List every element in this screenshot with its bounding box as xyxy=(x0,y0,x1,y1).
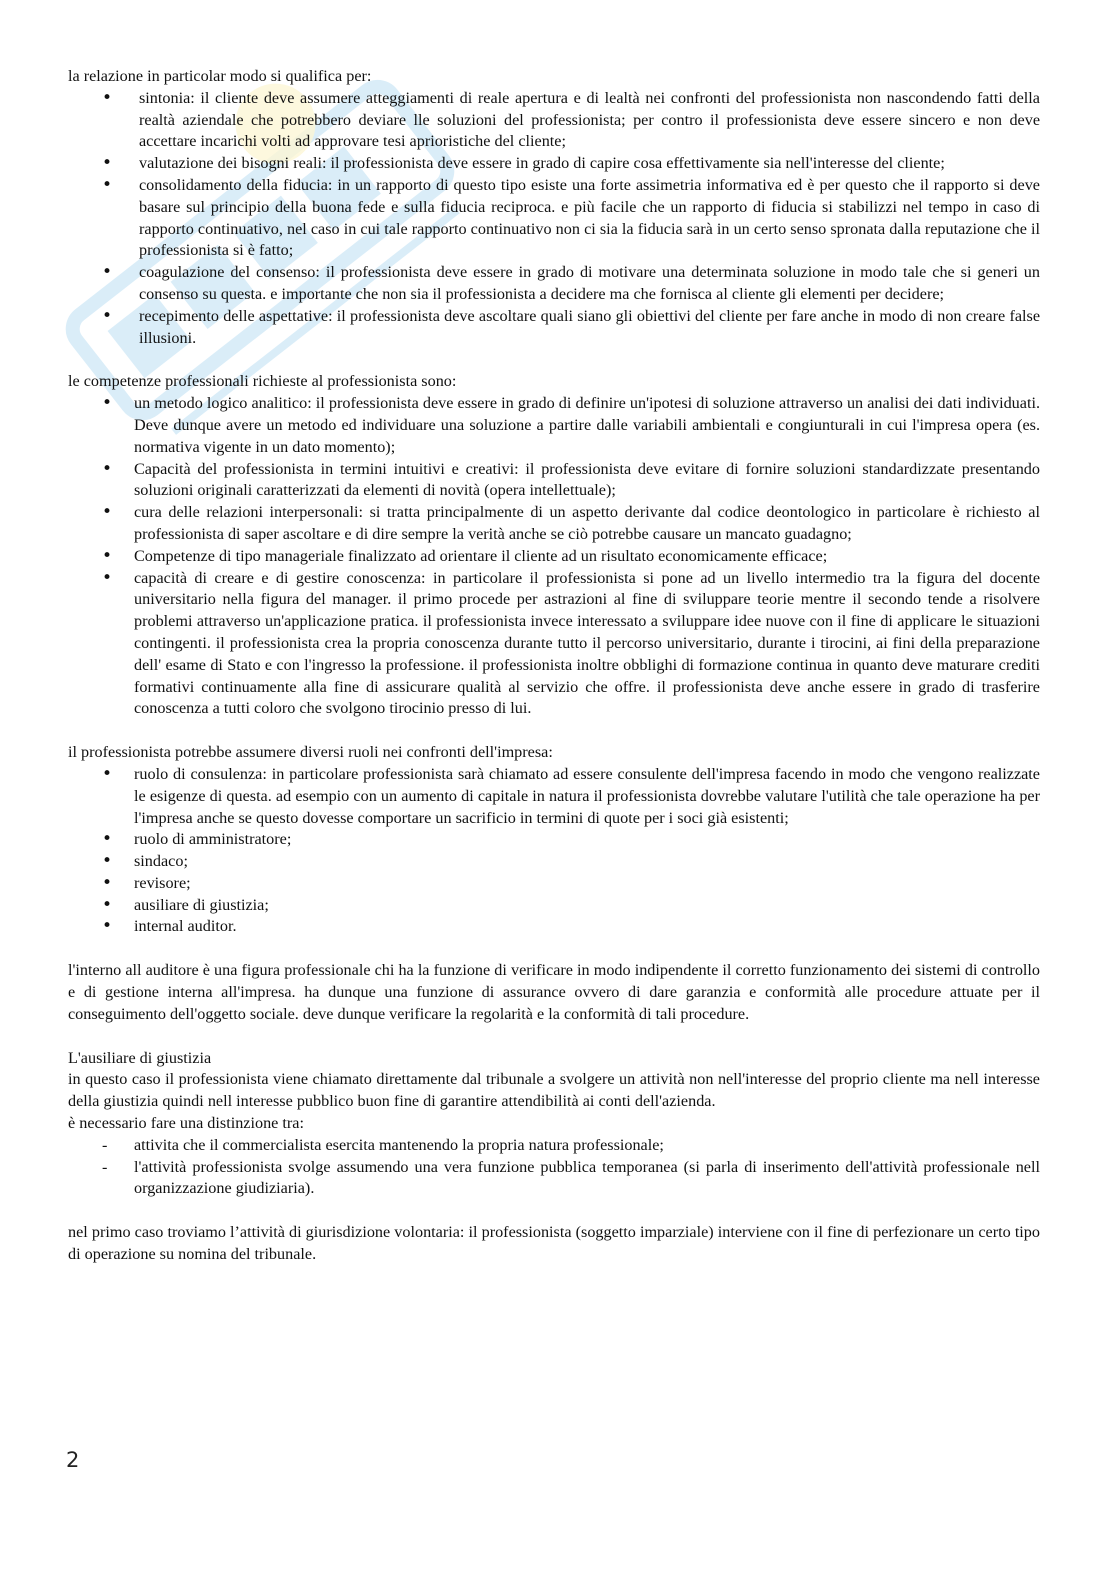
list-item: • internal auditor. xyxy=(68,916,1040,938)
list-item: - attivita che il commercialista esercita mantenendo la propria natura professionale; xyxy=(68,1135,1040,1157)
section3-list xyxy=(68,764,1040,938)
list-item: • un metodo logico analitico: il professionista deve essere in grado di definire un'ipotesi di soluzione attraverso un analisi dei dati individuati. Deve dunque avere un metodo ed individuare una soluzione a partire dalle variabili ambientali e congiunturali in cui l'impresa opera (es. normativa vigente in un dato momento); xyxy=(68,393,1040,458)
list-item: • recepimento delle aspettative: il professionista deve ascoltare quali siano gli obiettivi del cliente per fare anche in modo di non creare false illusioni. xyxy=(68,306,1040,350)
final-paragraph: nel primo caso troviamo l’attività di giurisdizione volontaria: il professionista (soggetto imparziale) interviene con il fine di perfezionare un certo tipo di operazione su nomina del tribunale. xyxy=(68,1223,1040,1264)
list-item: • valutazione dei bisogni reali: il professionista deve essere in grado di capire cosa effettivamente sia nell'interesse del cliente; xyxy=(68,153,1040,175)
list-item: • ruolo di amministratore; xyxy=(68,829,1040,851)
section2-list xyxy=(68,393,1040,720)
section1-list xyxy=(68,88,1040,350)
list-item: - l'attività professionista svolge assumendo una vera funzione pubblica temporanea (si parla di inserimento dell'attività professionale nell organizzazione giudiziaria). xyxy=(68,1157,1040,1201)
list-item: • ausiliare di giustizia; xyxy=(68,895,1040,917)
list-item: • coagulazione del consenso: il professionista deve essere in grado di motivare una determinata soluzione in modo tale che si generi un consenso su questa. e importante che non sia il professionista a decidere ma che fornisca al cliente gli elementi per decidere; xyxy=(68,262,1040,306)
section3-intro: il professionista potrebbe assumere diversi ruoli nei confronti dell'impresa: xyxy=(68,743,553,762)
list-item: • cura delle relazioni interpersonali: si tratta principalmente di un aspetto derivante dal codice deontologico in particolare è richiesto al professionista di saper ascoltare e di dire sempre la verità anche se ciò potrebbe causare un mancato guadagno; xyxy=(68,502,1040,546)
section1-intro: la relazione in particolar modo si qualifica per: xyxy=(68,67,372,85)
list-item: • sindaco; xyxy=(68,851,1040,873)
ausiliare-distinction: è necessario fare una distinzione tra: xyxy=(68,1114,304,1133)
ausiliare-heading: L'ausiliare di giustizia xyxy=(68,1048,212,1067)
list-item: • Capacità del professionista in termini intuitivi e creativi: il professionista deve evitare di fornire soluzioni standardizzate presentando soluzioni originali caratterizzati da elementi di novità (opera intellettuale); xyxy=(68,459,1040,503)
ausiliare-paragraph: in questo caso il professionista viene chiamato direttamente dal tribunale a svolgere un attività non nell'interesse del proprio cliente ma nell interesse della giustizia quindi nell interesse pubblico buon fine di garantire attendibilità ai conti dell'azienda. xyxy=(68,1070,1040,1111)
ausiliare-list xyxy=(68,1135,1040,1200)
page-number: 2 xyxy=(66,1448,80,1472)
list-item: • sintonia: il cliente deve assumere atteggiamenti di reale apertura e di lealtà nei confronti del professionista non nascondendo fatti della realtà aziendale che potrebbero deviare lle soluzioni del professionista; per contro il professionista deve essere sincero e non deve accettare incarichi volti ad approvare tesi aprioristiche del cliente; xyxy=(68,88,1040,153)
list-item: • Competenze di tipo manageriale finalizzato ad orientare il cliente ad un risultato economicamente efficace; xyxy=(68,546,1040,568)
list-item: • ruolo di consulenza: in particolare professionista sarà chiamato ad essere consulente dell'impresa facendo in modo che vengono realizzate le esigenze di questa. ad esempio con un aumento di capitale in natura il professionista dovrebbe valutare l'utilità che tale operazione ha per l'impresa anche se questo dovesse comportare un sacrificio in termini di quote per i soci già esistenti; xyxy=(68,764,1040,829)
auditor-paragraph: l'interno all auditore è una figura professionale chi ha la funzione di verificare in modo indipendente il corretto funzionamento dei sistemi di controllo e di gestione interna all'impresa. ha dunque una funzione di assurance ovvero di dare garanzia e conformità alle procedure attuate per il conseguimento dell'oggetto sociale. deve dunque verificare la regolarità e la conformità di tali procedure. xyxy=(68,961,1040,1023)
list-item: • consolidamento della fiducia: in un rapporto di questo tipo esiste una forte assimetria informativa ed è per questo che il rapporto si deve basare sul principio della buona fede e sulla fiducia reciproca. e più facile che un rapporto di fiducia si stabilizzi nel tempo in caso di rapporto continuativo, nel caso in cui tale rapporto continuativo non ci sia la fiducia sarà in un certo senso spronata dalla reputazione che il professionista si è fatto; xyxy=(68,175,1040,262)
document-body xyxy=(68,66,1040,1266)
section2-intro: le competenze professionali richieste al professionista sono: xyxy=(68,372,457,391)
list-item: • capacità di creare e di gestire conoscenza: in particolare il professionista si pone ad un livello intermedio tra la figura del docente universitario nella figura del manager. il primo procede per astrazioni al fine di sviluppare teorie mentre il secondo tende a risolvere problemi attraverso un'applicazione pratica. il professionista invece interessato a sviluppare idee nuove con il fine di applicare le situazioni contingenti. il professionista crea la propria conoscenza durante tutto il percorso universitario, durante i tirocini, ai fini della preparazione dell' esame di Stato e con l'ingresso la professione. il professionista inoltre obblighi di formazione continua in quanto deve maturare crediti formativi continuamente alla fine di assicurare qualità al servizio che offre. il professionista deve anche essere in grado di trasferire conoscenza a tutti coloro che svolgono tirocinio presso di lui. xyxy=(68,568,1040,721)
list-item: • revisore; xyxy=(68,873,1040,895)
